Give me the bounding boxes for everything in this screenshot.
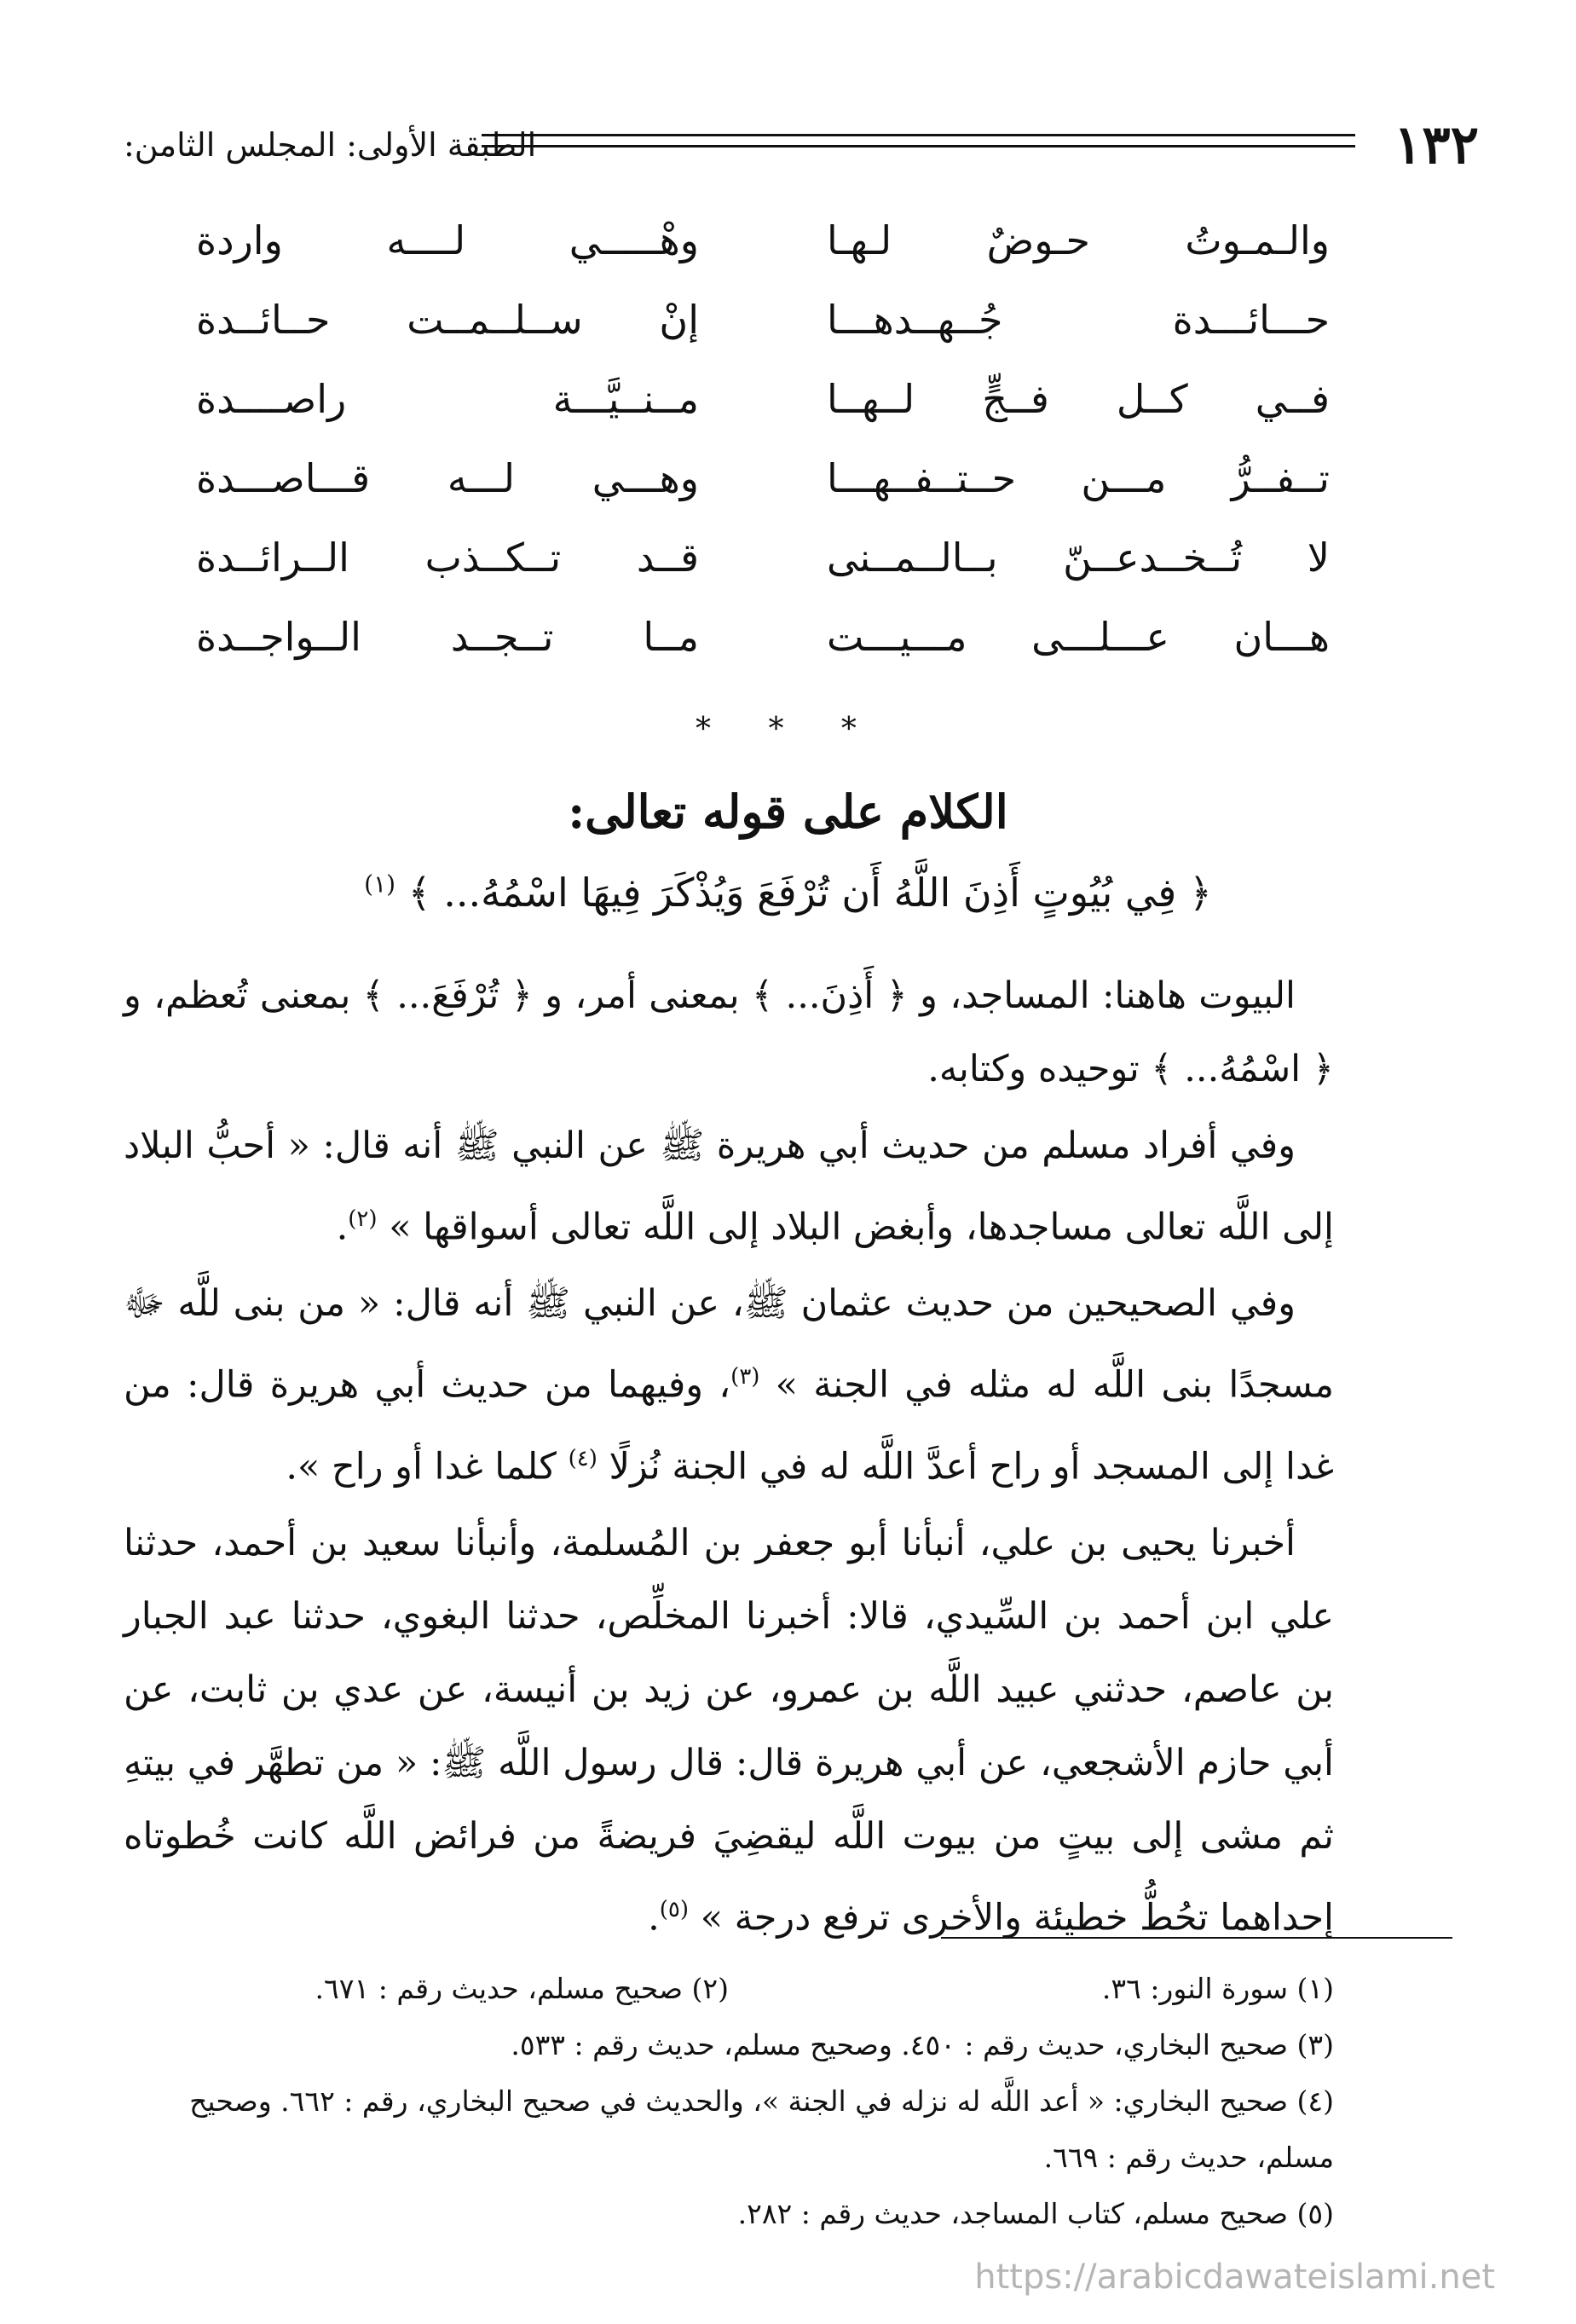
footnote-ref: (٤) [568, 1445, 597, 1471]
paragraph: وفي أفراد مسلم من حديث أبي هريرة ﷺ عن النبي ﷺ أنه قال: « أحبُّ البلاد إلى اللَّه تعالى مساجدها، وأبغض البلاد إلى اللَّه تعالى أسواقها » $^{(٢)}$. [124, 1124, 1334, 1249]
poem-line [196, 438, 1330, 517]
footnote-divider [941, 1937, 1452, 1939]
footnote: (٥) صحيح مسلم، كتاب المساجد، حديث رقم : ٢٨٢. [737, 2197, 1334, 2230]
footnote-ref: (١) [364, 870, 396, 899]
paragraph-text: ، وفيهما من حديث أبي هريرة قال: من غدا إلى المسجد أو راح أعدَّ اللَّه له في الجنة نُزلًا [124, 1363, 1334, 1488]
poem-line [196, 200, 1330, 280]
header-rule [482, 134, 1355, 147]
page-number: ١٣٢ [1394, 113, 1479, 176]
quran-verse [0, 870, 1576, 916]
paragraph-text: البيوت هاهنا: المساجد، و ﴿ أَذِنَ... ﴾ بمعنى أمر، و ﴿ تُرْفَعَ... ﴾ بمعنى تُعظم، و ﴿ اسْمُهُ... ﴾ توحيده وكتابه. [124, 974, 1334, 1090]
poem [196, 200, 1330, 676]
poem-right-hemistich: لا تُــخــدعــنّ بــالــمــنى [827, 534, 1330, 581]
footnote-ref: (٥) [659, 1896, 690, 1922]
poem-right-hemistich: حـــائـــدة جُــهــدهـــا [827, 296, 1330, 343]
paragraph [124, 1267, 1334, 1503]
footnote: (١) سورة النور: ٣٦. [1101, 1972, 1334, 2005]
poem-left-hemistich: وهْـــــي لــــه واردة [196, 217, 699, 263]
poem-line [196, 517, 1330, 597]
verse-text: ﴿ فِي بُيُوتٍ أَذِنَ اللَّهُ أَن تُرْفَعَ وَيُذْكَرَ فِيهَا اسْمُهُ... ﴾ [407, 870, 1212, 916]
paragraph [124, 959, 1334, 1106]
poem-line [196, 359, 1330, 438]
poem-right-hemistich: والـمـوتُ حـوضٌ لـهـا [827, 217, 1330, 263]
paragraph: أخبرنا يحيى بن علي، أنبأنا أبو جعفر بن المُسلمة، وأنبأنا سعيد بن أحمد، حدثنا علي ابن أحمد بن السِّيدي، قالا: أخبرنا المخلِّص، حدثنا البغوي، حدثنا عبد الجبار بن عاصم، حدثني عبيد اللَّه بن عمرو، عن زيد بن أنيسة، عن عدي بن ثابت، عن أبي حازم الأشجعي، عن أبي هريرة قال: قال رسول اللَّه ﷺ: « من تطهَّر في بيتهِ ثم مشى إلى بيتٍ من بيوت اللَّه ليقضِيَ فريضةً من فرائض اللَّه كانت خُطوتاه إحداهما تحُطُّ خطيئة والأخرى ترفع درجة » $^{(٥)}$. [124, 1521, 1334, 1940]
watermark-url: https://arabicdawateislami.net [974, 2258, 1495, 2297]
poem-right-hemistich: هـــان عـــلـــى مـــيـــت [827, 613, 1330, 660]
footnote-ref: (٢) [348, 1206, 378, 1232]
poem-line [196, 597, 1330, 676]
footnote: (٣) صحيح البخاري، حديث رقم : ٤٥٠. وصحيح مسلم، حديث رقم : ٥٣٣. [511, 2028, 1334, 2061]
section-separator: * * * [696, 712, 880, 747]
footnotes [124, 1961, 1334, 2242]
poem-right-hemistich: فــي كــل فــجٍّ لــهــا [827, 375, 1330, 422]
poem-line [196, 280, 1330, 359]
poem-right-hemistich: تــفــرُّ مـــن حــتــفــهـــا [827, 454, 1330, 501]
footnote-ref: (٣) [730, 1364, 760, 1390]
footnote: (٢) صحيح مسلم، حديث رقم : ٦٧١. [315, 1972, 729, 2005]
paragraph-text: وفي الصحيحين من حديث عثمان ﷺ، عن النبي ﷺ أنه قال: « من بنى للَّه ﷻ مسجدًا بنى اللَّه له مثله في الجنة » [124, 1282, 1335, 1407]
poem-left-hemistich: قــد تــكــذب الــرائــدة [196, 534, 699, 581]
paragraph-text: كلما غدا أو راح ». [286, 1444, 557, 1488]
paragraph-text: أخبرنا يحيى بن علي، أنبأنا أبو جعفر بن المُسلمة، وأنبأنا سعيد بن أحمد، حدثنا علي ابن أحمد بن السِّيدي، قالا: أخبرنا المخلِّص، حدثنا البغوي، حدثنا عبد الجبار بن عاصم، حدثني عبيد اللَّه بن عمرو، عن زيد بن أنيسة، عن عدي بن ثابت، عن أبي حازم الأشجعي، عن أبي هريرة قال: قال رسول اللَّه ﷺ: « من تطهَّر في بيتهِ ثم مشى إلى بيتٍ من بيوت اللَّه ليقضِيَ فريضةً من فرائض اللَّه كانت خُطوتاه إحداهما تحُطُّ خطيئة والأخرى ترفع درجة » [124, 1521, 1334, 1940]
running-title: الطبقة الأولى: المجلس الثامن: [124, 126, 537, 164]
footnote-row [124, 1961, 1334, 2017]
paragraph-text: وفي أفراد مسلم من حديث أبي هريرة ﷺ عن النبي ﷺ أنه قال: « أحبُّ البلاد إلى اللَّه تعالى مساجدها، وأبغض البلاد إلى اللَّه تعالى أسواقها » [124, 1124, 1334, 1249]
poem-left-hemistich: مــا تــجــد الــواجــدة [196, 613, 699, 660]
poem-left-hemistich: إنْ ســلــمــت حــائــدة [196, 296, 699, 343]
poem-left-hemistich: مــنــيَّـــة راصــــدة [196, 375, 699, 422]
section-heading: الكلام على قوله تعالى: [568, 784, 1008, 839]
page-header [124, 115, 1479, 175]
poem-left-hemistich: وهـــي لـــه قـــاصـــدة [196, 454, 699, 501]
body-text [124, 959, 1334, 1957]
footnote: (٤) صحيح البخاري: « أعد اللَّه له نزله في الجنة »، والحديث في صحيح البخاري، رقم : ٦٦٢. وصحيح مسلم، حديث رقم : ٦٦٩. [189, 2084, 1334, 2174]
